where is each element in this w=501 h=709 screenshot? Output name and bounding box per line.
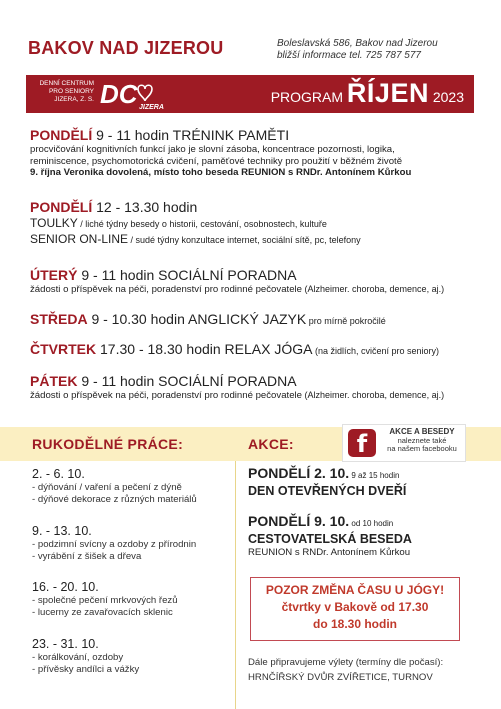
day-label: PONDĚLÍ xyxy=(30,199,93,215)
town-title: BAKOV NAD JIZEROU xyxy=(28,38,224,58)
program-banner xyxy=(26,75,474,113)
monday-afternoon-block xyxy=(30,199,480,248)
activity-note: (Alzheimer. choroba, demence, aj.) xyxy=(302,284,445,294)
activity-title: TOULKY xyxy=(30,216,78,230)
facebook-text xyxy=(379,428,465,454)
yoga-time-notice xyxy=(250,577,460,641)
craft-date: 9. - 13. 10. xyxy=(32,524,92,538)
craft-item xyxy=(32,637,232,675)
heart-icon xyxy=(138,85,152,101)
notice-line: čtvrtky v Bakově od 17.30 xyxy=(281,600,429,614)
trips-list: HRNČÍŘSKÝ DVŮR ZVÍŘETICE, TURNOV xyxy=(248,672,433,683)
events-heading: AKCE: xyxy=(248,436,294,452)
activity-time: 9 - 11 hodin SOCIÁLNÍ PORADNA xyxy=(77,373,297,389)
day-label: ČTVRTEK xyxy=(30,341,97,357)
activity-note: pro mírně pokročilé xyxy=(306,316,386,326)
notice-line: do 18.30 hodin xyxy=(312,617,397,631)
craft-activity: - podzimní svícny a ozdoby z přírodnin xyxy=(32,539,197,550)
tuesday-block xyxy=(30,267,480,296)
thursday-block xyxy=(30,341,480,360)
friday-block xyxy=(30,373,480,402)
activity-desc: reminiscence, psychomotorická cvičení, paměťové techniky pro použití v běžném životě xyxy=(30,155,403,167)
event-time: 9 až 15 hodin xyxy=(349,471,400,480)
crafts-heading: RUKODĚLNÉ PRÁCE: xyxy=(32,436,184,452)
column-divider xyxy=(235,461,236,709)
logo-letters: DC xyxy=(100,79,138,109)
program-title xyxy=(271,78,464,109)
facebook-icon: f xyxy=(348,429,376,457)
org-line-3: JIZERA, Z. S. xyxy=(54,96,94,103)
activity-note: 9. října Veronika dovolená, místo toho beseda REUNION s RNDr. Antonínem Kůrkou xyxy=(30,167,412,178)
day-label: PONDĚLÍ xyxy=(30,127,93,143)
phone-info: bližší informace tel. 725 787 577 xyxy=(277,50,421,61)
event-desc: REUNION s RNDr. Antonínem Kůrkou xyxy=(248,547,411,558)
page-header xyxy=(0,0,501,75)
event-day: PONDĚLÍ 9. 10. xyxy=(248,513,350,529)
craft-date: 2. - 6. 10. xyxy=(32,467,85,481)
activity-time: 9 - 11 hodin SOCIÁLNÍ PORADNA xyxy=(77,267,297,283)
craft-activity: - společné pečení mrkvových řezů xyxy=(32,595,178,606)
craft-activity: - dýňové dekorace z různých materiálů xyxy=(32,493,197,505)
day-label: PÁTEK xyxy=(30,373,78,389)
craft-item xyxy=(32,524,232,562)
day-label: STŘEDA xyxy=(30,311,88,327)
craft-item xyxy=(32,467,232,505)
facebook-box[interactable] xyxy=(342,424,466,462)
activity-desc: / liché týdny besedy o historii, cestování, osobnostech, kultuře xyxy=(77,219,327,229)
craft-item xyxy=(32,580,232,618)
event-title: DEN OTEVŘENÝCH DVEŘÍ xyxy=(248,484,407,498)
event-item xyxy=(248,513,488,559)
event-title: CESTOVATELSKÁ BESEDA xyxy=(248,532,412,546)
activity-title: SENIOR ON-LINE xyxy=(30,232,129,246)
activity-note: (Alzheimer. choroba, demence, aj.) xyxy=(302,390,445,400)
craft-date: 23. - 31. 10. xyxy=(32,637,99,651)
program-year: 2023 xyxy=(432,89,464,105)
activity-time: 12 - 13.30 hodin xyxy=(92,199,198,215)
craft-activity: - lucerny ze zavařovacích sklenic xyxy=(32,606,173,618)
trips-intro: Dále připravujeme výlety (termíny dle počasí): xyxy=(248,657,444,668)
craft-activity: - vyrábění z šišek a dřeva xyxy=(32,550,142,562)
activity-time: 17.30 - 18.30 hodin RELAX JÓGA xyxy=(96,341,313,357)
craft-activity: - korálkování, ozdoby xyxy=(32,652,124,663)
org-name xyxy=(34,80,94,104)
notice-line: POZOR ZMĚNA ČASU U JÓGY! xyxy=(265,583,445,597)
facebook-line: naleznete také xyxy=(397,435,447,445)
activity-time: 9 - 11 hodin TRÉNINK PAMĚTI xyxy=(92,127,290,143)
activity-desc: / sudé týdny konzultace internet, sociální sítě, pc, telefony xyxy=(128,235,361,245)
program-month: ŘÍJEN xyxy=(346,78,429,108)
facebook-title: AKCE A BESEDY xyxy=(389,427,455,436)
craft-activity: - dýňování / vaření a pečení z dýně xyxy=(32,482,182,493)
org-line-2: PRO SENIORY xyxy=(48,88,94,95)
dc-jizera-logo xyxy=(98,77,168,111)
activity-time: 9 - 10.30 hodin ANGLICKÝ JAZYK xyxy=(87,311,307,327)
activity-desc: žádosti o příspěvek na péči, poradenství pro rodinné pečovatele xyxy=(30,390,302,401)
activity-desc: žádosti o příspěvek na péči, poradenství pro rodinné pečovatele xyxy=(30,284,302,295)
craft-date: 16. - 20. 10. xyxy=(32,580,99,594)
org-line-1: DENNÍ CENTRUM xyxy=(39,80,94,87)
contact-info xyxy=(277,38,467,62)
program-label: PROGRAM xyxy=(270,89,344,105)
activity-note: (na židlích, cvičení pro seniory) xyxy=(312,346,440,356)
logo-word: JIZERA xyxy=(139,104,164,111)
upcoming-trips xyxy=(248,655,488,685)
address: Boleslavská 586, Bakov nad Jizerou xyxy=(277,38,438,49)
activity-desc: procvičování kognitivních funkcí jako je slovní zásoba, koncentrace pozornosti, logika, xyxy=(30,144,395,155)
wednesday-block xyxy=(30,311,480,330)
monday-memory-block xyxy=(30,127,480,179)
event-item xyxy=(248,465,488,499)
facebook-line: na našem facebooku xyxy=(387,444,457,453)
event-time: od 10 hodin xyxy=(349,519,394,528)
day-label: ÚTERÝ xyxy=(30,267,78,283)
event-day: PONDĚLÍ 2. 10. xyxy=(248,465,350,481)
craft-activity: - přívěsky andílci a vážky xyxy=(32,663,140,675)
